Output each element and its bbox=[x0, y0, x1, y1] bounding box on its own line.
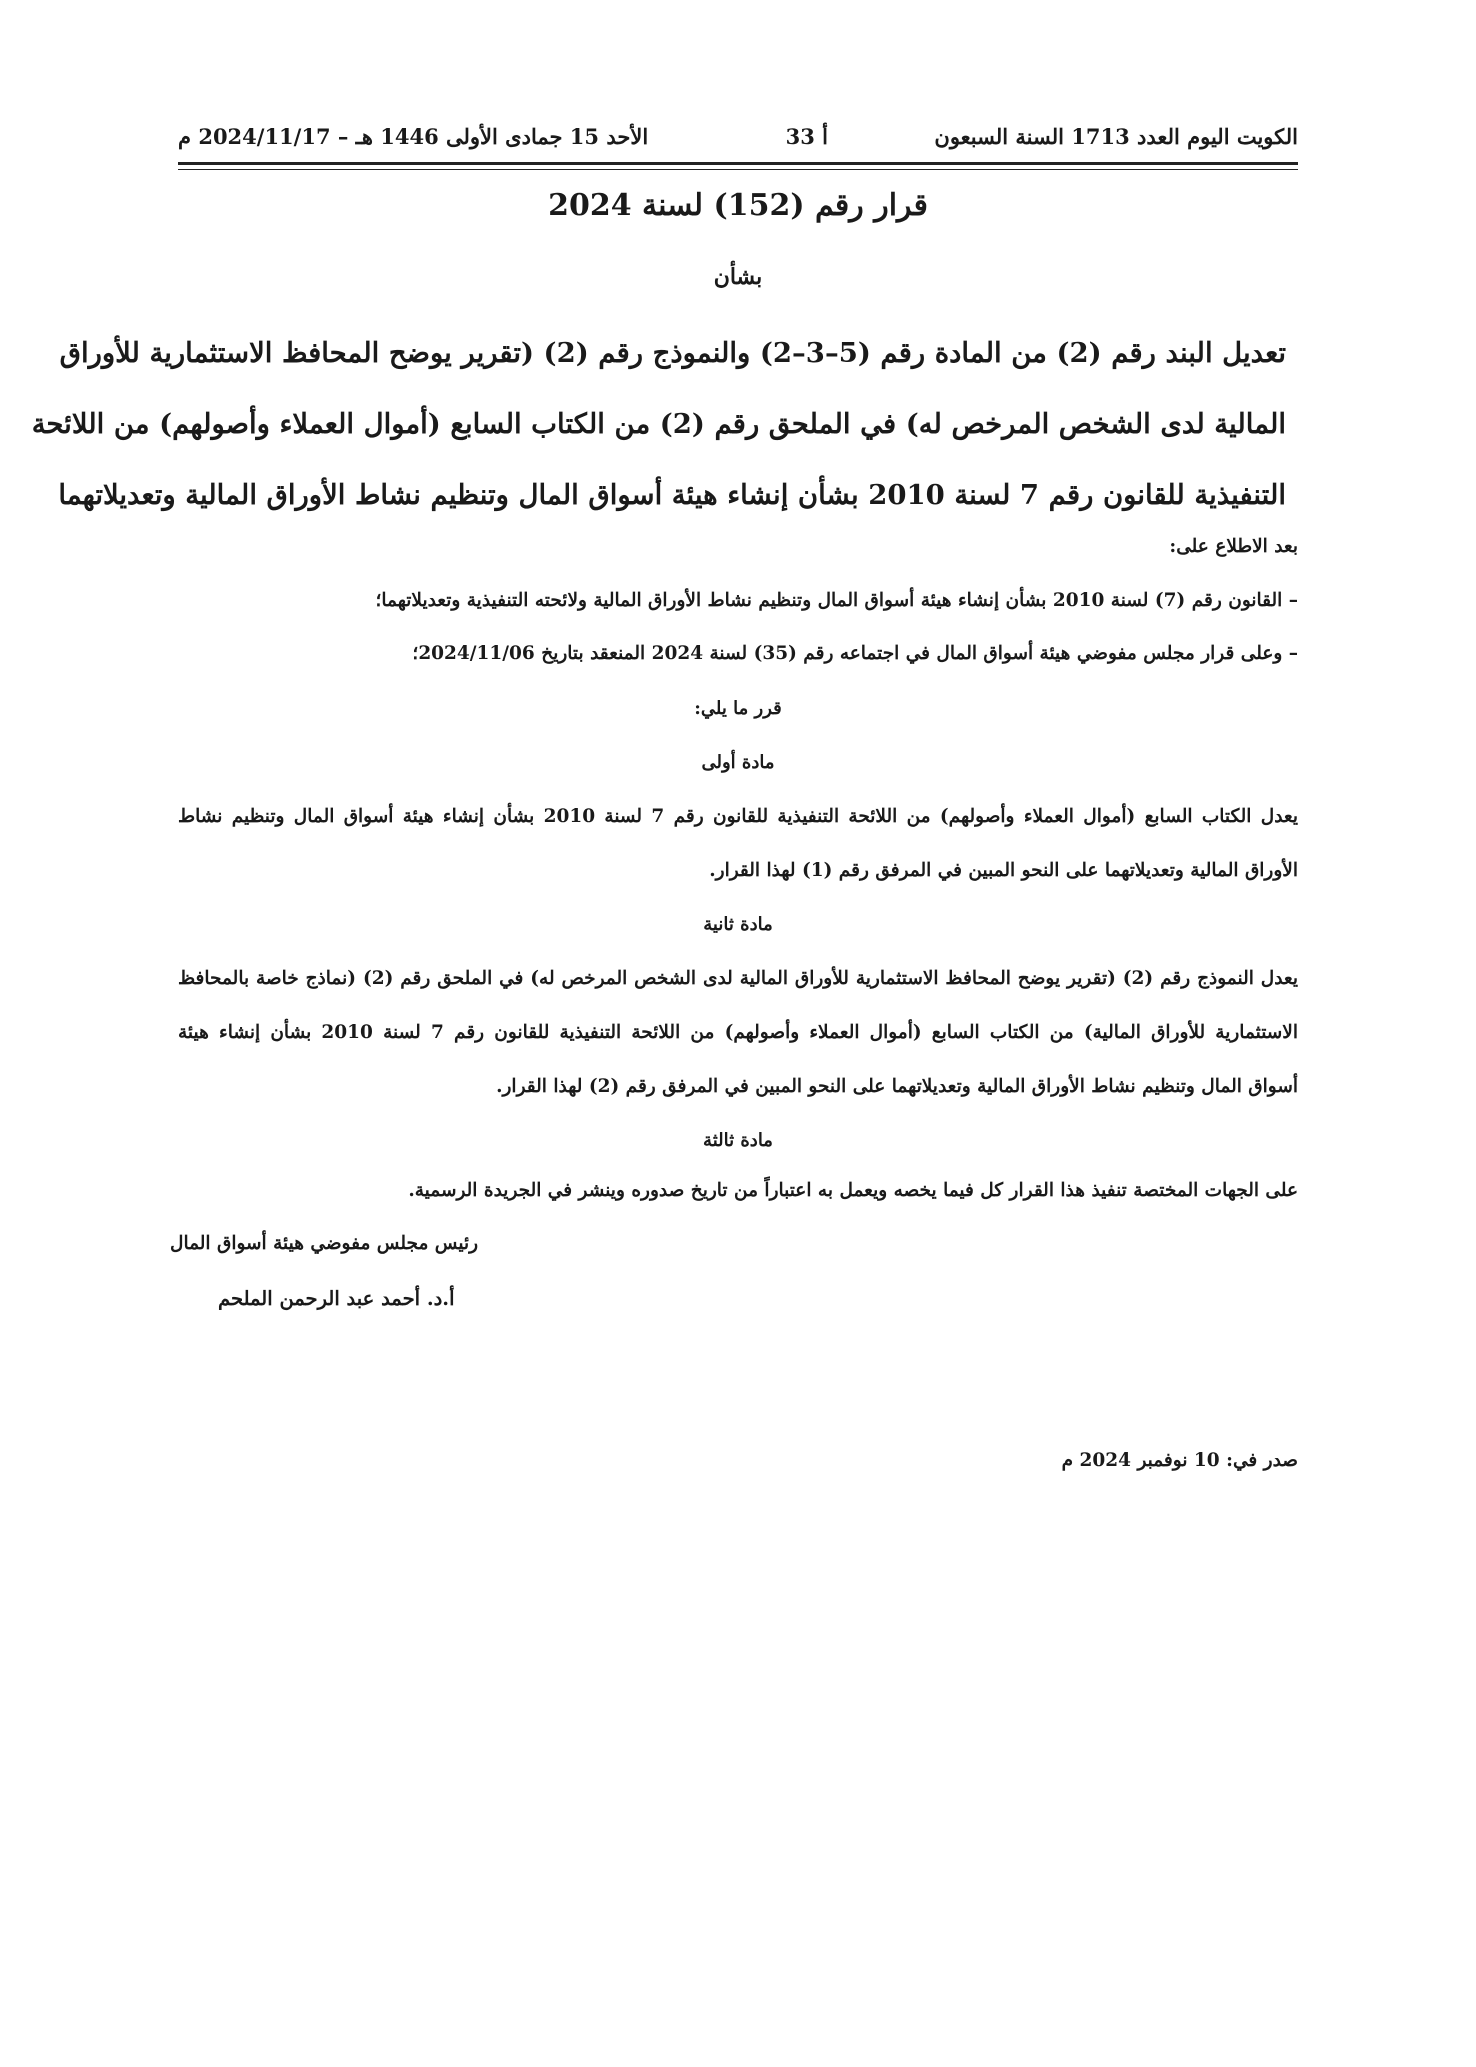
header-date: الأحد 15 جمادى الأولى 1446 هـ – 2024/11/17 م bbox=[178, 124, 649, 149]
article-heading: مادة ثالثة bbox=[703, 1130, 773, 1151]
issue-date: صدر في: 10 نوفمبر 2024 م bbox=[1061, 1450, 1298, 1471]
gazette-page: الكويت اليوم العدد 1713 السنة السبعون أ 33 الأحد 15 جمادى الأولى 1446 هـ – 2024/11/17 م قرار رقم (152) لسنة 2024 بشأن تعديل البند رقم (2) من المادة رقم (5–3–2) والنموذج رقم (2) (تقرير يوضح المحافظ الاستثمارية للأوراق المالية لدى الشخص المرخص له) في الملحق رقم (2) من الكتاب السابع (أموال العملاء وأصولهم) من اللائحة التنفيذية للقانون رقم 7 لسنة 2010 بشأن إنشاء هيئة أسواق المال وتنظيم نشاط الأوراق المالية وتعديلاتهما بعد الاطلاع على: – القانون رقم (7) لسنة 2010 بشأن إنشاء هيئة أسواق المال وتنظيم نشاط الأوراق المالية ولائحته التنفيذية وتعديلاتهما؛ – وعلى قرار مجلس مفوضي هيئة أسواق المال في اجتماعه رقم (35) لسنة 2024 المنعقد بتاريخ 2024/11/06؛ قرر ما يلي: مادة أولى يعدل الكتاب السابع (أموال العملاء وأصولهم) من اللائحة التنفيذية للقانون رقم 7 لسنة 2010 بشأن إنشاء هيئة أسواق المال وتنظيم نشاط الأوراق المالية وتعديلاتهما على النحو المبين في المرفق رقم (1) لهذا القرار. مادة ثانية يعدل النموذج رقم (2) (تقرير يوضح المحافظ الاستثمارية للأوراق المالية لدى الشخص المرخص له) في الملحق رقم (2) (نماذج خاصة بالمحافظ الاستثمارية للأوراق المالية) من الكتاب السابع (أموال العملاء وأصولهم) من اللائحة التنفيذية للقانون رقم 7 لسنة 2010 بشأن إنشاء هيئة أسواق المال وتنظيم نشاط الأوراق المالية وتعديلاتهما على النحو المبين في المرفق رقم (2) لهذا القرار. مادة ثالثة على الجهات المختصة تنفيذ هذا القرار كل فيما يخصه ويعمل به اعتباراً من تاريخ صدوره وينشر في الجريدة الرسمية. رئيس مجلس مفوضي هيئة أسواق المال أ.د. أحمد عبد الرحمن الملحم صدر في: 10 نوفمبر 2024 م bbox=[0, 0, 1476, 2067]
header-rule-thin bbox=[178, 169, 1298, 170]
decision-heading bbox=[31, 318, 1286, 531]
article-heading: مادة أولى bbox=[701, 752, 775, 773]
article-heading: مادة ثانية bbox=[703, 914, 773, 935]
heading-line: المالية لدى الشخص المرخص له) في الملحق رقم (2) من الكتاب السابع (أموال العملاء وأصولهم) من اللائحة bbox=[31, 408, 1286, 440]
decision-subject: بشأن bbox=[713, 264, 763, 290]
page-header bbox=[178, 118, 1298, 158]
decision-title: قرار رقم (152) لسنة 2024 bbox=[548, 188, 928, 223]
header-rule-thick bbox=[178, 162, 1298, 165]
signature-title: رئيس مجلس مفوضي هيئة أسواق المال bbox=[170, 1233, 479, 1254]
header-issue: الكويت اليوم العدد 1713 السنة السبعون bbox=[934, 124, 1298, 149]
signature-name: أ.د. أحمد عبد الرحمن الملحم bbox=[218, 1287, 455, 1310]
resolved-heading: قرر ما يلي: bbox=[694, 698, 782, 719]
heading-line: التنفيذية للقانون رقم 7 لسنة 2010 بشأن إنشاء هيئة أسواق المال وتنظيم نشاط الأوراق المالية وتعديلاتهما bbox=[58, 479, 1286, 511]
header-page-number: أ 33 bbox=[785, 124, 828, 149]
heading-line: تعديل البند رقم (2) من المادة رقم (5–3–2) والنموذج رقم (2) (تقرير يوضح المحافظ الاستثمارية للأوراق bbox=[59, 337, 1286, 369]
